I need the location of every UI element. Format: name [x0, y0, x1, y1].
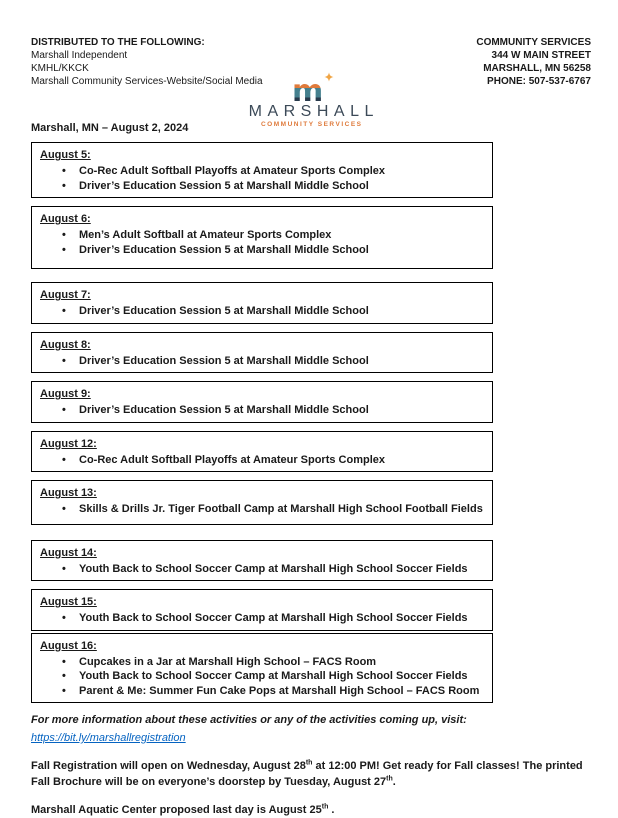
distribution-line: KMHL/KKCK	[31, 63, 89, 74]
distribution-title: DISTRIBUTED TO THE FOLLOWING:	[31, 37, 205, 48]
m-monogram-letter: m	[292, 74, 324, 103]
event-box	[31, 142, 493, 198]
contact-line: PHONE: 507-537-6767	[487, 76, 591, 87]
event-item: • Co-Rec Adult Softball Playoffs at Amateur Sports Complex	[40, 453, 484, 468]
contact-line: MARSHALL, MN 56258	[483, 63, 591, 74]
contact-line: 344 W MAIN STREET	[491, 50, 591, 61]
event-items	[40, 354, 484, 369]
distribution-line: Marshall Community Services-Website/Social Media	[31, 76, 263, 87]
logo-wordmark: MARSHALL	[248, 103, 379, 120]
event-items	[40, 304, 484, 319]
aquatic-center-text: Marshall Aquatic Center proposed last day is August 25th .	[31, 803, 335, 816]
event-item: • Driver’s Education Session 5 at Marshall Middle School	[40, 304, 484, 319]
date-header: August 5:	[40, 149, 91, 161]
event-box	[31, 480, 493, 525]
event-box	[31, 633, 493, 704]
event-items	[40, 562, 484, 577]
event-item: • Driver’s Education Session 5 at Marshall Middle School	[40, 354, 484, 369]
event-items	[40, 164, 484, 193]
event-items	[40, 655, 484, 699]
ordinal-suffix: th	[321, 803, 329, 811]
event-item: • Youth Back to School Soccer Camp at Marshall High School Soccer Fields	[40, 669, 484, 684]
date-header: August 6:	[40, 213, 91, 225]
contact-line: COMMUNITY SERVICES	[476, 37, 591, 48]
date-header: August 15:	[40, 596, 97, 608]
date-header: August 12:	[40, 437, 97, 450]
dateline: Marshall, MN – August 2, 2024	[31, 122, 189, 134]
date-header: August 8:	[40, 338, 91, 351]
registration-link[interactable]: https://bit.ly/marshallregistration	[31, 732, 186, 744]
event-item: • Driver’s Education Session 5 at Marshall Middle School	[40, 403, 484, 418]
event-item: • Cupcakes in a Jar at Marshall High School – FACS Room	[40, 655, 484, 670]
event-item: • Co-Rec Adult Softball Playoffs at Amateur Sports Complex	[40, 164, 484, 179]
event-item: • Driver’s Education Session 5 at Marshall Middle School	[40, 179, 484, 194]
event-item: • Driver’s Education Session 5 at Marshall Middle School	[40, 243, 484, 258]
events-list	[31, 142, 493, 703]
event-item: • Youth Back to School Soccer Camp at Marshall High School Soccer Fields	[40, 611, 484, 626]
ordinal-suffix: th	[386, 775, 393, 783]
m-monogram-icon	[287, 72, 335, 103]
event-items	[40, 228, 484, 257]
date-header: August 9:	[40, 388, 91, 400]
marshall-logo	[231, 72, 391, 129]
contact-block	[476, 36, 591, 88]
event-item: • Parent & Me: Summer Fun Cake Pops at Marshall High School – FACS Room	[40, 684, 484, 699]
event-items	[40, 502, 484, 517]
logo-tagline: COMMUNITY SERVICES	[260, 121, 363, 128]
info-text: For more information about these activities or any of the activities coming up, visit:	[31, 714, 467, 726]
event-item: • Youth Back to School Soccer Camp at Marshall High School Soccer Fields	[40, 562, 484, 577]
distribution-line: Marshall Independent	[31, 50, 128, 61]
event-box	[31, 431, 493, 473]
event-items	[40, 611, 484, 626]
event-box	[31, 206, 493, 269]
date-header: August 16:	[40, 639, 97, 652]
event-items	[40, 403, 484, 418]
ordinal-suffix: th	[305, 759, 313, 767]
event-box	[31, 589, 493, 631]
date-header: August 7:	[40, 289, 91, 301]
event-item: • Men’s Adult Softball at Amateur Sports Complex	[40, 228, 484, 243]
fall-registration-text: Fall Registration will open on Wednesday, August 28th at 12:00 PM! Get ready for Fall classes! The printed Fall Brochure will be on everyone’s doorstep by Tuesday, August 27th.	[31, 759, 583, 788]
event-items	[40, 453, 484, 468]
date-header: August 14:	[40, 546, 97, 559]
event-item: • Skills & Drills Jr. Tiger Football Camp at Marshall High School Football Fields	[40, 502, 484, 517]
event-box	[31, 332, 493, 374]
date-header: August 13:	[40, 487, 97, 499]
event-box	[31, 282, 493, 324]
event-box	[31, 540, 493, 582]
sparkle-icon	[325, 73, 334, 82]
event-box	[31, 381, 493, 423]
